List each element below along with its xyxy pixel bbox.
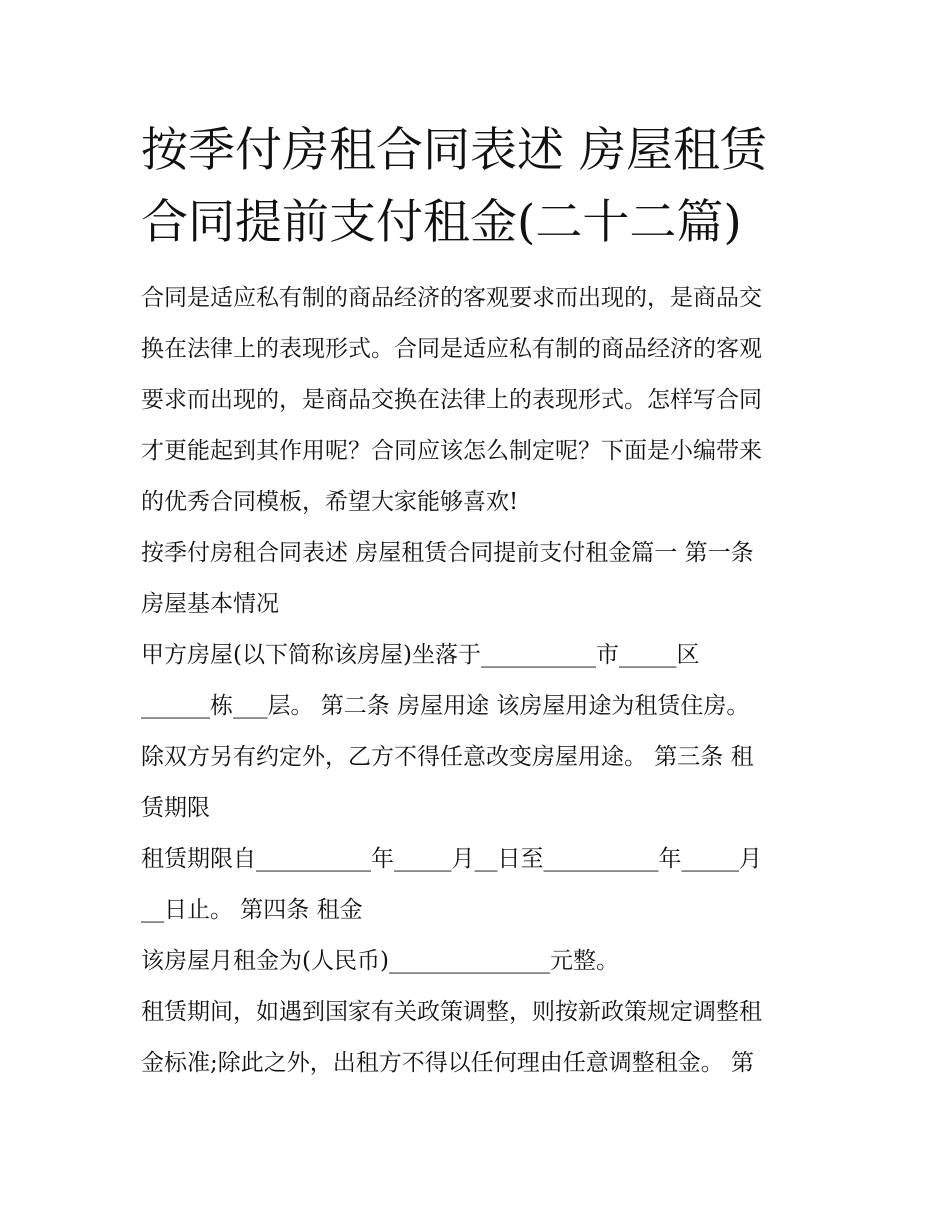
text-line: 要求而出现的，是商品交换在法律上的表现形式。怎样写合同 (141, 387, 762, 413)
text-line: __日止。 第四条 租金 (141, 897, 363, 923)
text-line: 才更能起到其作用呢？合同应该怎么制定呢？下面是小编带来 (141, 438, 762, 464)
text-line: 租赁期间，如遇到国家有关政策调整，则按新政策规定调整租 (141, 999, 762, 1025)
section-heading-paragraph (141, 528, 821, 630)
text-line: ______栋___层。 第二条 房屋用途 该房屋用途为租赁住房。 (141, 693, 750, 719)
title-line-1: 按季付房租合同表述 房屋租赁 (141, 123, 767, 178)
text-line: 租赁期限自__________年_____月__日至__________年_____月 (141, 846, 762, 872)
text-line: 房屋基本情况 (141, 591, 279, 617)
lease-term-paragraph (141, 834, 821, 936)
text-line: 赁期限 (141, 795, 210, 821)
title-line-2: 合同提前支付租金(二十二篇) (141, 195, 742, 250)
text-line: 该房屋月租金为(人民币)______________元整。 (141, 948, 619, 974)
document-title (141, 115, 841, 259)
property-location-paragraph (141, 630, 821, 834)
intro-paragraph (141, 273, 821, 528)
text-line: 除双方另有约定外，乙方不得任意改变房屋用途。 第三条 租 (141, 744, 754, 770)
document-body (141, 273, 821, 1089)
text-line: 合同是适应私有制的商品经济的客观要求而出现的，是商品交 (141, 285, 762, 311)
text-line: 甲方房屋(以下简称该房屋)坐落于__________市_____区 (141, 642, 700, 668)
text-line: 金标准;除此之外，出租方不得以任何理由任意调整租金。 第 (141, 1050, 755, 1076)
text-line: 换在法律上的表现形式。合同是适应私有制的商品经济的客观 (141, 336, 762, 362)
text-line: 按季付房租合同表述 房屋租赁合同提前支付租金篇一 第一条 (141, 540, 754, 566)
rent-amount-paragraph (141, 936, 821, 987)
text-line: 的优秀合同模板，希望大家能够喜欢! (141, 489, 519, 515)
rent-adjustment-paragraph (141, 987, 821, 1089)
